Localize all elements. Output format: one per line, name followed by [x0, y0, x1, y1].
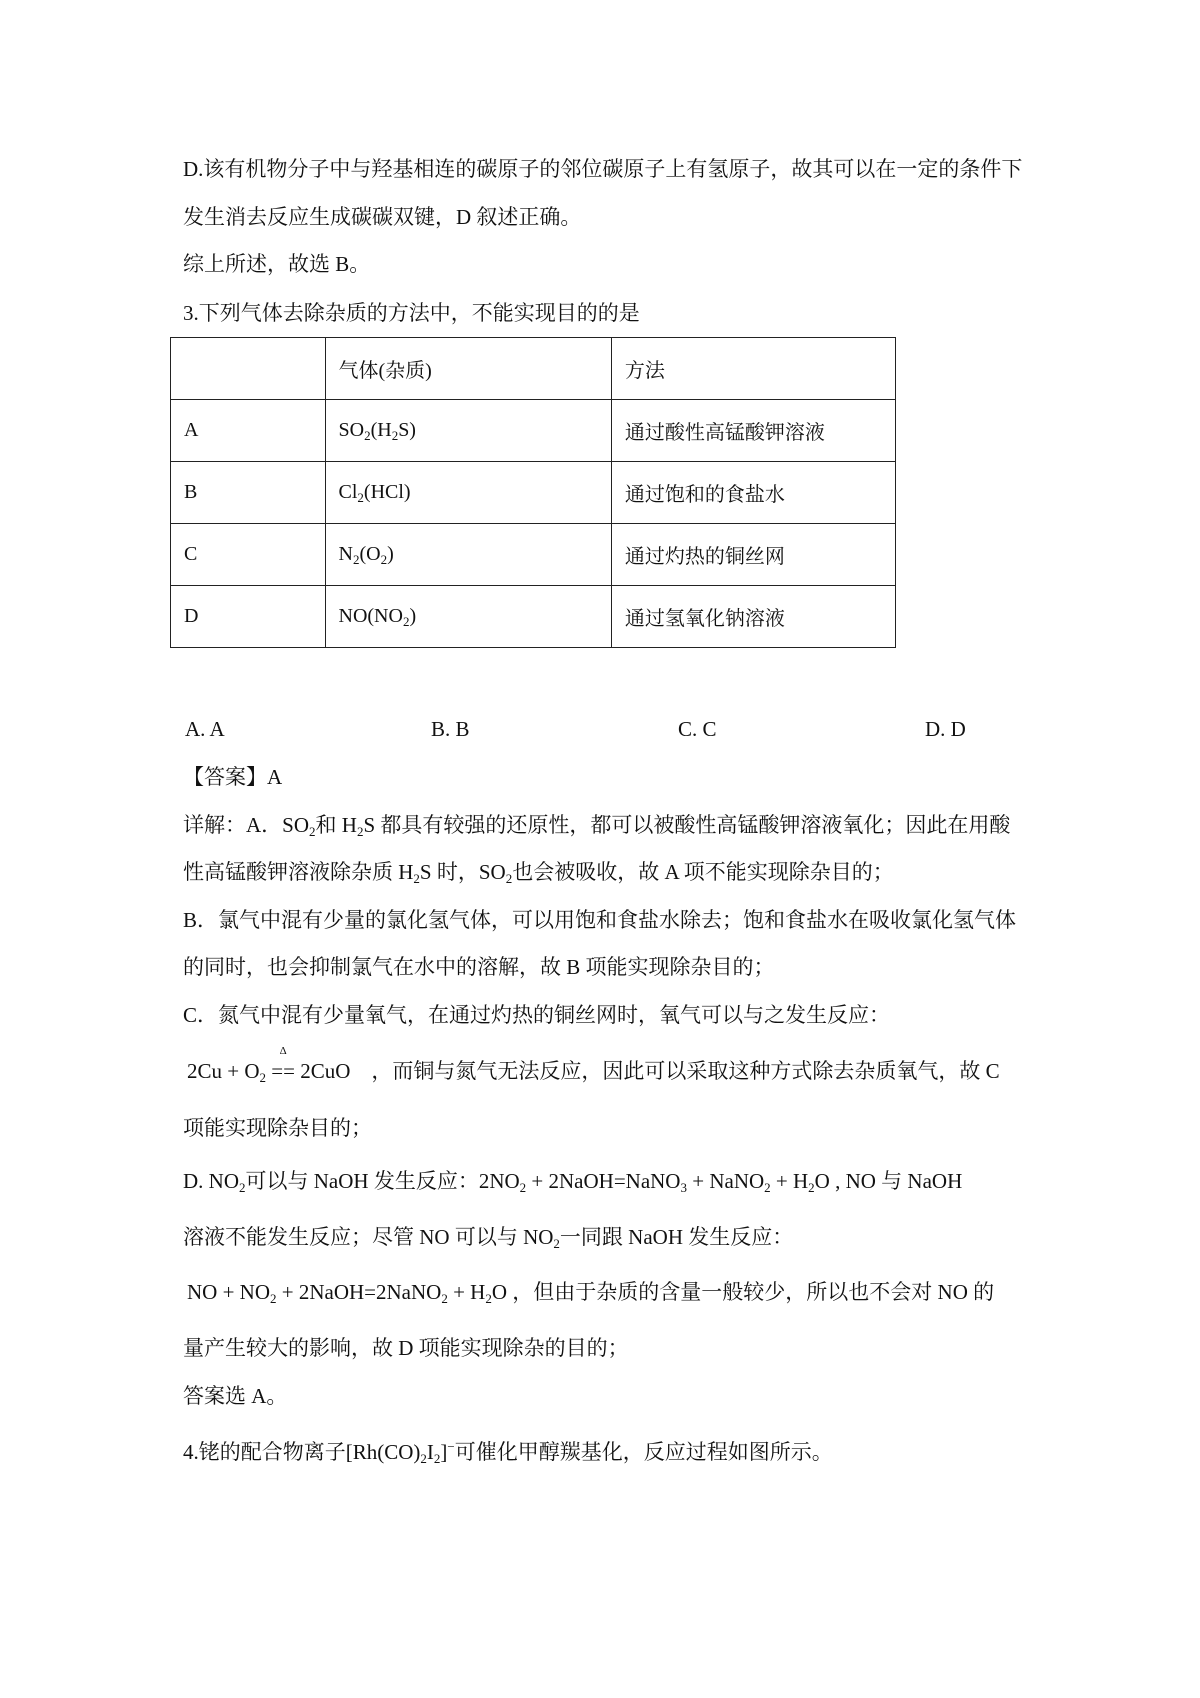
answer-label	[183, 763, 282, 791]
table-row	[171, 524, 896, 586]
table-cell	[611, 462, 895, 524]
subscript: 2	[239, 1180, 246, 1195]
subscript: 2	[505, 871, 513, 886]
text-segment: 通过灼热的铜丝网	[624, 546, 785, 568]
text-segment: 4.铑的配合物离子[Rh(CO)	[183, 1440, 421, 1464]
subscript: 2	[433, 1451, 441, 1466]
explanation-line	[183, 1382, 287, 1410]
text-segment: S)	[398, 419, 416, 441]
text-segment: 综上所述，故选 B。	[183, 252, 371, 276]
text-segment: ]	[440, 1440, 448, 1464]
subscript: 2	[380, 552, 388, 567]
impurity-table	[170, 337, 896, 648]
explanation-line	[183, 906, 1016, 934]
answer-option: C. C	[678, 717, 717, 741]
text-segment: 性高锰酸钾溶液除杂质 H	[183, 860, 414, 884]
text-segment: Cl	[338, 481, 358, 503]
text-segment: 也会被吸收，故 A 项不能实现除杂目的；	[512, 860, 894, 884]
text-segment: )	[409, 605, 417, 627]
text-segment: 溶液不能发生反应；尽管 NO 可以与 NO	[183, 1225, 554, 1249]
table-cell	[611, 338, 895, 400]
text-segment: D	[184, 605, 199, 627]
equation-equals: ==	[271, 1059, 295, 1083]
subscript: 2	[420, 1451, 427, 1466]
paragraph-line	[183, 203, 581, 231]
explanation-line	[183, 1114, 372, 1142]
text-segment: 一同跟 NaOH 发生反应：	[559, 1225, 794, 1249]
paragraph-line	[183, 250, 370, 278]
text-segment: (HCl)	[363, 481, 411, 503]
subscript: 2	[519, 1180, 527, 1195]
table-cell	[171, 462, 326, 524]
subscript: 2	[357, 490, 364, 505]
answer-option: B. B	[431, 717, 470, 741]
explanation-line	[183, 1001, 890, 1029]
text-segment: O , NO 与 NaOH	[814, 1169, 963, 1193]
explanation-line	[183, 1334, 629, 1362]
subscript: 2	[553, 1236, 560, 1251]
text-segment: 【答案】A	[183, 765, 283, 789]
text-segment: 通过氢氧化钠溶液	[624, 608, 785, 630]
table-cell	[171, 400, 326, 462]
table-cell	[611, 524, 895, 586]
table-row	[171, 462, 896, 524]
table-cell	[611, 586, 895, 648]
text-segment: 量产生较大的影响，故 D 项能实现除杂的目的；	[183, 1336, 629, 1360]
subscript: 2	[364, 428, 371, 443]
explanation-line	[183, 953, 775, 981]
explanation-line	[183, 1223, 793, 1251]
text-segment: I	[426, 1440, 434, 1464]
text-segment: + 2NaOH=2NaNO	[276, 1280, 442, 1304]
text-segment: 3.下列气体去除杂质的方法中，不能实现目的的是	[183, 301, 640, 325]
text-segment: 通过饱和的食盐水	[624, 484, 785, 506]
paragraph-line	[183, 155, 1022, 183]
text-segment: 可催化甲醇羰基化，反应过程如图所示。	[454, 1440, 833, 1464]
table-cell	[325, 400, 611, 462]
subscript: 2	[352, 552, 360, 567]
subscript: 2	[764, 1180, 771, 1195]
explanation-line	[187, 1278, 994, 1306]
explanation-line	[183, 1167, 962, 1195]
table-cell	[611, 400, 895, 462]
table-cell	[325, 462, 611, 524]
text-segment: D.该有机物分子中与羟基相连的碳原子的邻位碳原子上有氢原子，故其可以在一定的条件下	[183, 157, 1023, 181]
text-segment: 2Cu + O	[187, 1059, 260, 1083]
table-cell	[171, 338, 326, 400]
text-segment: (O	[359, 543, 381, 565]
text-segment: 发生消去反应生成碳碳双键，D 叙述正确。	[183, 205, 582, 229]
text-segment: D. NO	[183, 1169, 239, 1193]
subscript: 2	[309, 824, 316, 839]
table-row	[171, 400, 896, 462]
text-segment: O ，但由于杂质的含量一般较少，所以也不会对 NO 的	[491, 1280, 995, 1304]
text-segment: B．氯气中混有少量的氯化氢气体，可以用饱和食盐水除去；饱和食盐水在吸收氯化氢气体	[183, 908, 1017, 932]
text-segment: 答案选 A。	[183, 1384, 288, 1408]
text-segment: 项能实现除杂目的；	[183, 1116, 372, 1140]
explanation-line	[183, 811, 1010, 839]
question-4-stem	[183, 1433, 833, 1466]
table-cell	[171, 524, 326, 586]
text-segment: 气体(杂质)	[338, 360, 432, 382]
answer-option: A. A	[185, 717, 225, 741]
text-segment: 详解：A．SO	[183, 813, 310, 837]
table-cell	[325, 524, 611, 586]
subscript: 2	[441, 1291, 448, 1306]
subscript: 2	[485, 1291, 492, 1306]
text-segment: C．氮气中混有少量氧气，在通过灼热的铜丝网时，氧气可以与之发生反应：	[183, 1003, 891, 1027]
text-segment: A	[184, 419, 199, 441]
table-cell	[325, 338, 611, 400]
text-segment: 可以与 NaOH 发生反应：2NO	[245, 1169, 520, 1193]
subscript: 2	[259, 1070, 267, 1085]
explanation-line	[183, 858, 894, 886]
text-segment: 方法	[624, 360, 665, 382]
table-cell	[325, 586, 611, 648]
subscript: 2	[808, 1180, 815, 1195]
subscript: 2	[270, 1291, 277, 1306]
text-segment: 和 H	[315, 813, 357, 837]
text-segment: N	[338, 543, 353, 565]
subscript: 2	[391, 428, 399, 443]
table-header-row	[171, 338, 896, 400]
text-segment: + 2NaOH=NaNO	[526, 1169, 681, 1193]
text-segment: + H	[770, 1169, 809, 1193]
question-3-stem	[183, 299, 640, 327]
table-row	[171, 586, 896, 648]
subscript: 2	[402, 614, 410, 629]
text-segment: C	[184, 543, 198, 565]
text-segment: 2CuO ，而铜与氮气无法反应，因此可以采取这种方式除去杂质氧气，故 C	[294, 1059, 1000, 1083]
text-segment: )	[387, 543, 394, 565]
text-segment: S 都具有较强的还原性，都可以被酸性高锰酸钾溶液氧化；因此在用酸	[363, 813, 1011, 837]
text-segment: + NaNO	[686, 1169, 765, 1193]
text-segment: + H	[447, 1280, 486, 1304]
text-segment: S 时，SO	[419, 860, 506, 884]
text-segment: SO	[338, 419, 365, 441]
superscript: −	[447, 1439, 455, 1454]
answer-option: D. D	[925, 717, 966, 741]
text-segment: 通过酸性高锰酸钾溶液	[624, 422, 825, 444]
text-segment: NO + NO	[187, 1280, 271, 1304]
text-segment: (H	[370, 419, 392, 441]
delta-heat-symbol: Δ	[279, 1045, 287, 1057]
explanation-line	[187, 1045, 1000, 1085]
text-segment	[271, 1045, 295, 1085]
subscript: 3	[680, 1180, 687, 1195]
text-segment: NO(NO	[338, 605, 403, 627]
text-segment: 的同时，也会抑制氯气在水中的溶解，故 B 项能实现除杂目的；	[183, 955, 775, 979]
subscript: 2	[356, 824, 364, 839]
text-segment: B	[184, 481, 198, 503]
table-cell	[171, 586, 326, 648]
subscript: 2	[413, 871, 420, 886]
